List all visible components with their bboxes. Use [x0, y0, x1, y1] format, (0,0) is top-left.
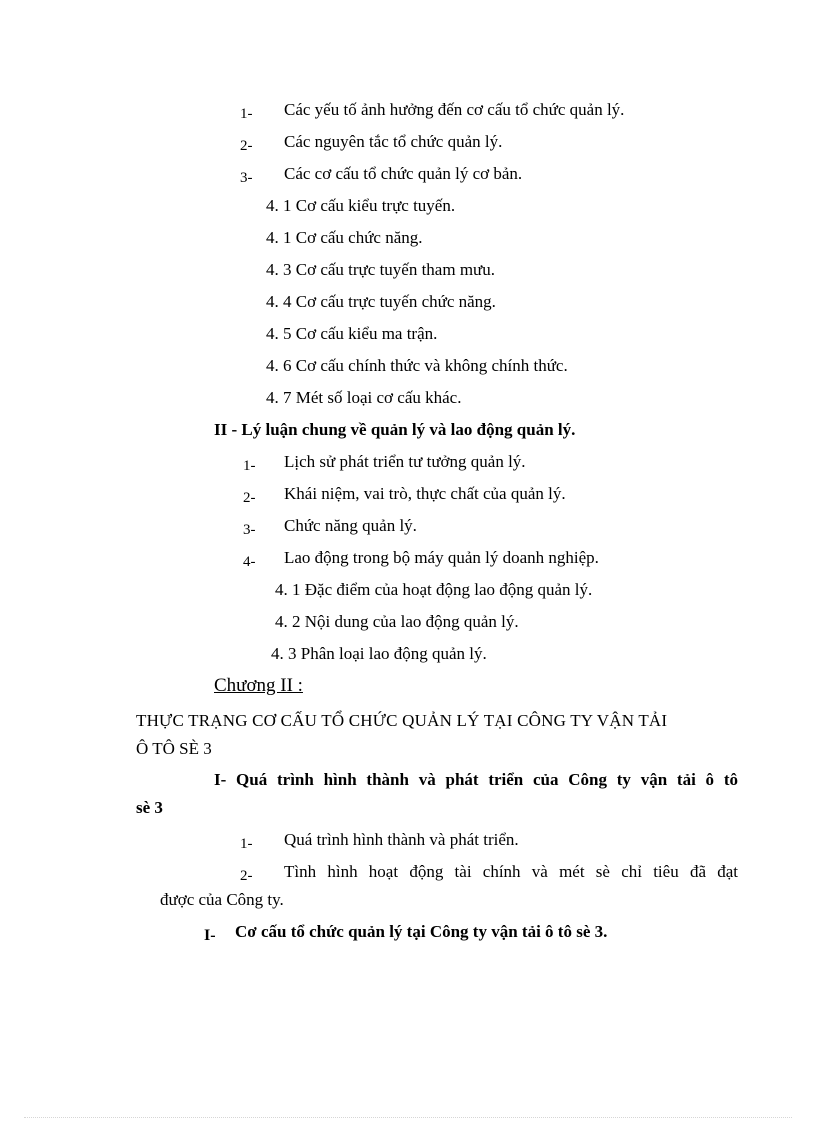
- list-number: 2-: [240, 868, 253, 884]
- list-number: 3-: [243, 522, 256, 538]
- list-item-text: Lao động trong bộ máy quản lý doanh nghiệp.: [284, 548, 599, 567]
- list-item-text-continued: được của Công ty.: [160, 890, 284, 909]
- list-number: 1-: [243, 458, 256, 474]
- section-heading: I- Quá trình hình thành và phát triển của Công ty vận tải ô tô: [214, 770, 738, 789]
- sub-item: 4. 1 Cơ cấu chức năng.: [266, 228, 423, 247]
- list-item-text: Lịch sử phát triển tư tưởng quản lý.: [284, 452, 526, 471]
- list-item-text: Các cơ cấu tổ chức quản lý cơ bản.: [284, 164, 523, 183]
- list-number: 1-: [240, 836, 253, 852]
- list-number: 3-: [240, 170, 253, 186]
- list-item-text: Chức năng quản lý.: [284, 516, 417, 535]
- list-number: 2-: [240, 138, 253, 154]
- list-number: I-: [204, 927, 216, 944]
- list-item-text: Các nguyên tắc tổ chức quản lý.: [284, 132, 503, 151]
- sub-item: 4. 2 Nội dung của lao động quản lý.: [275, 612, 519, 631]
- chapter-heading: THỰC TRẠNG CƠ CẤU TỔ CHỨC QUẢN LÝ TẠI CÔNG TY VẬN TẢI: [136, 711, 668, 730]
- sub-item: 4. 3 Cơ cấu trực tuyến tham mưu.: [266, 260, 496, 279]
- list-item-text: Tình hình hoạt động tài chính và mét sè chỉ tiêu đã đạt: [284, 862, 738, 881]
- section-heading: Cơ cấu tổ chức quản lý tại Công ty vận tải ô tô sè 3.: [235, 922, 608, 941]
- sub-item: 4. 1 Cơ cấu kiểu trực tuyến.: [266, 196, 456, 215]
- list-number: 4-: [243, 554, 256, 570]
- sub-item: 4. 6 Cơ cấu chính thức và không chính thức.: [266, 356, 568, 375]
- page-bottom-divider: [24, 1117, 792, 1118]
- list-item-text: Quá trình hình thành và phát triển.: [284, 830, 519, 849]
- list-number: 2-: [243, 490, 256, 506]
- sub-item: 4. 4 Cơ cấu trực tuyến chức năng.: [266, 292, 496, 311]
- sub-item: 4. 7 Mét số loại cơ cấu khác.: [266, 388, 462, 407]
- sub-item: 4. 1 Đặc điểm của hoạt động lao động quản lý.: [275, 580, 593, 599]
- chapter-title: Chương II :: [214, 675, 303, 696]
- section-heading-continued: sè 3: [136, 798, 163, 817]
- list-number: 1-: [240, 106, 253, 122]
- list-item-text: Các yếu tố ảnh hưởng đến cơ cấu tổ chức quản lý.: [284, 100, 625, 119]
- section-heading: II - Lý luận chung về quản lý và lao động quản lý.: [214, 420, 576, 439]
- sub-item: 4. 3 Phân loại lao động quản lý.: [271, 644, 487, 663]
- sub-item: 4. 5 Cơ cấu kiểu ma trận.: [266, 324, 438, 343]
- chapter-heading-continued: Ô TÔ SÈ 3: [136, 739, 212, 758]
- list-item-text: Khái niệm, vai trò, thực chất của quản lý.: [284, 484, 566, 503]
